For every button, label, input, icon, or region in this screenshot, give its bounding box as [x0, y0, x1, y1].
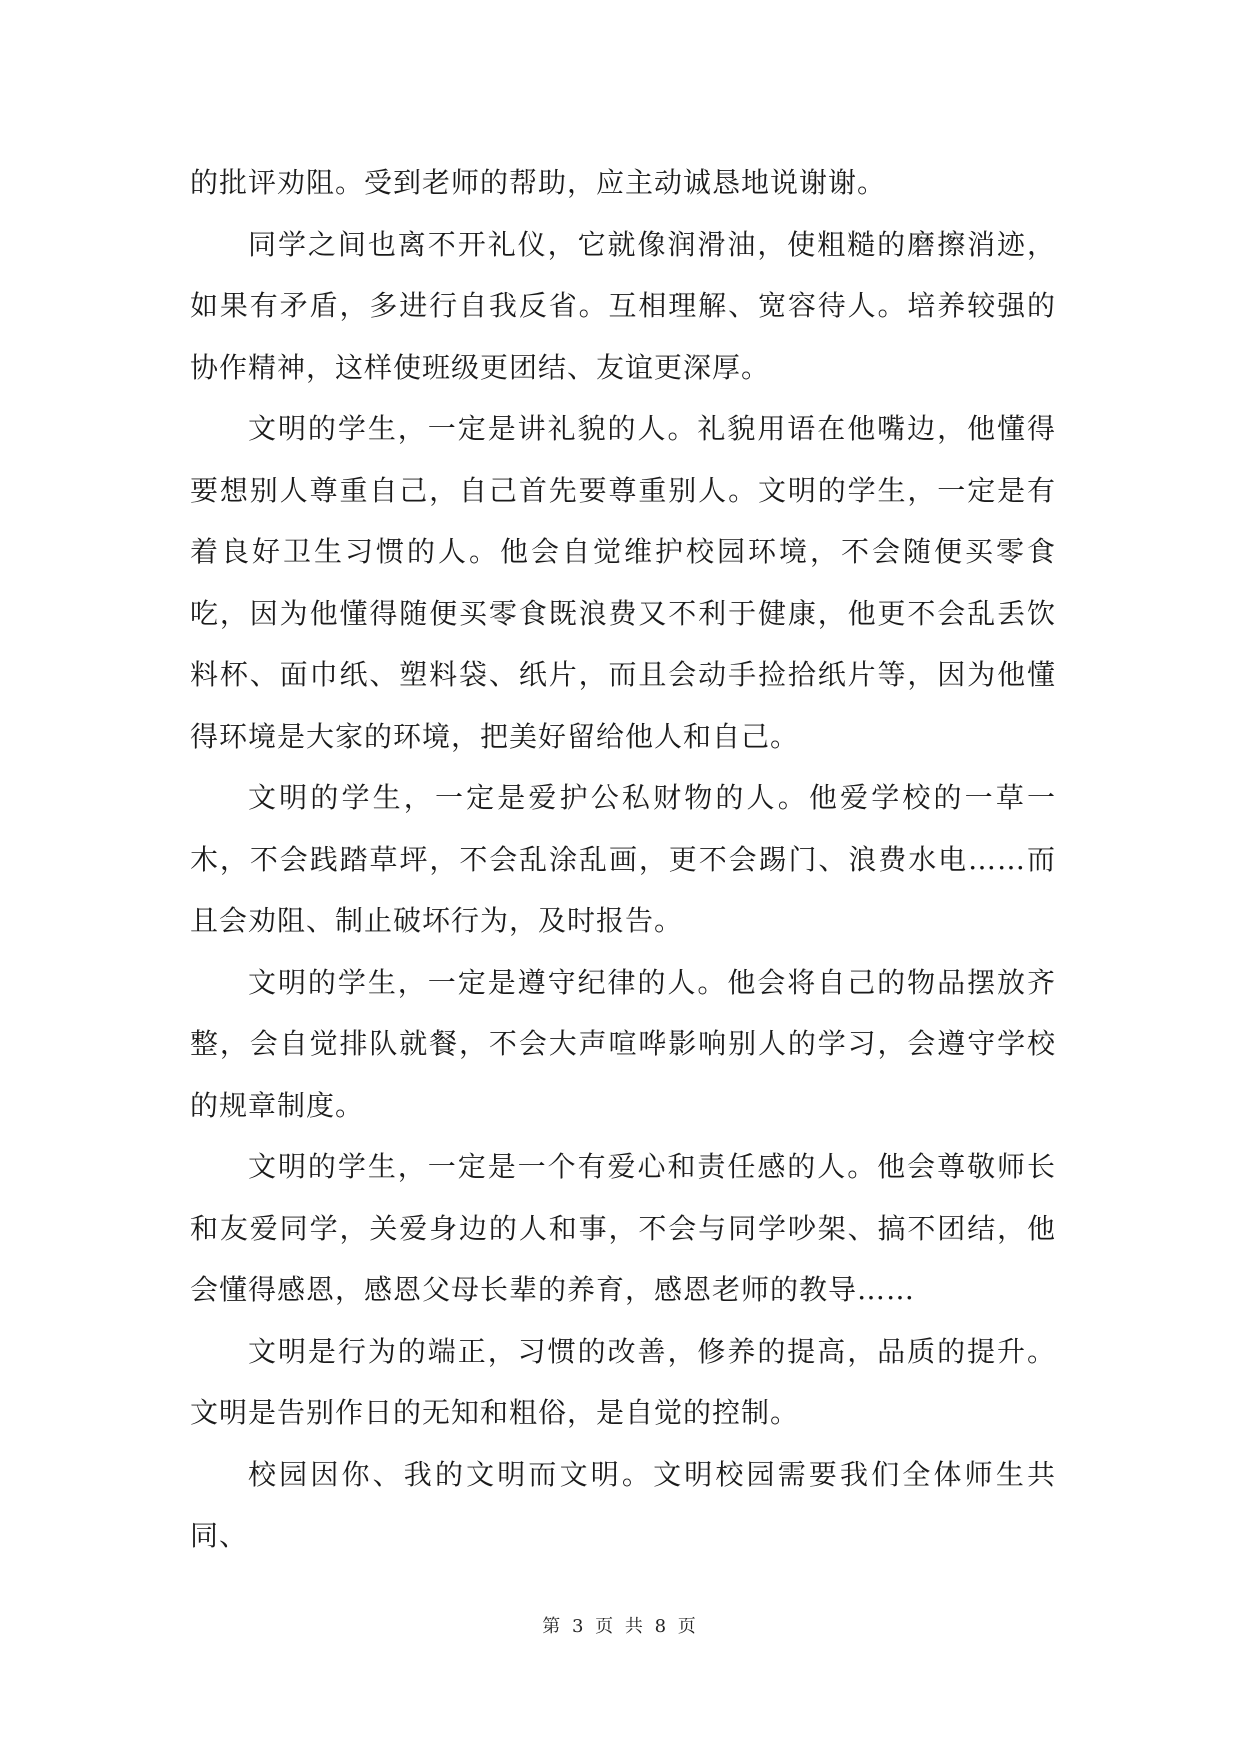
- paragraph: 文明的学生，一定是爱护公私财物的人。他爱学校的一草一木，不会践踏草坪，不会乱涂乱画，更不会踢门、浪费水电……而且会劝阻、制止破坏行为，及时报告。: [190, 781, 1056, 937]
- paragraph: 文明的学生，一定是遵守纪律的人。他会将自己的物品摆放齐整，会自觉排队就餐，不会大声喧哗影响别人的学习，会遵守学校的规章制度。: [190, 965, 1056, 1122]
- document-body: [190, 152, 1056, 1567]
- page-number: 第 3 页 共 8 页: [542, 1616, 699, 1637]
- paragraph: 文明的学生，一定是讲礼貌的人。礼貌用语在他嘴边，他懂得要想别人尊重自己，自己首先要尊重别人。文明的学生，一定是有着良好卫生习惯的人。他会自觉维护校园环境，不会随便买零食吃，因为他懂得随便买零食既浪费又不利于健康，他更不会乱丢饮料杯、面巾纸、塑料袋、纸片，而且会动手捡拾纸片等，因为他懂得环境是大家的环境，把美好留给他人和自己。: [190, 412, 1056, 753]
- paragraph: 校园因你、我的文明而文明。文明校园需要我们全体师生共同、: [190, 1457, 1056, 1552]
- paragraph: 同学之间也离不开礼仪，它就像润滑油，使粗糙的磨擦消迹，如果有矛盾，多进行自我反省。互相理解、宽容待人。培养较强的协作精神，这样使班级更团结、友谊更深厚。: [190, 227, 1056, 384]
- page-footer: [0, 1612, 1241, 1638]
- paragraph: 文明的学生，一定是一个有爱心和责任感的人。他会尊敬师长和友爱同学，关爱身边的人和事，不会与同学吵架、搞不团结，他会懂得感恩，感恩父母长辈的养育，感恩老师的教导……: [190, 1150, 1056, 1306]
- paragraph: 的批评劝阻。受到老师的帮助，应主动诚恳地说谢谢。: [190, 166, 887, 199]
- paragraph: 文明是行为的端正，习惯的改善，修养的提高，品质的提升。文明是告别作日的无知和粗俗，是自觉的控制。: [190, 1334, 1056, 1429]
